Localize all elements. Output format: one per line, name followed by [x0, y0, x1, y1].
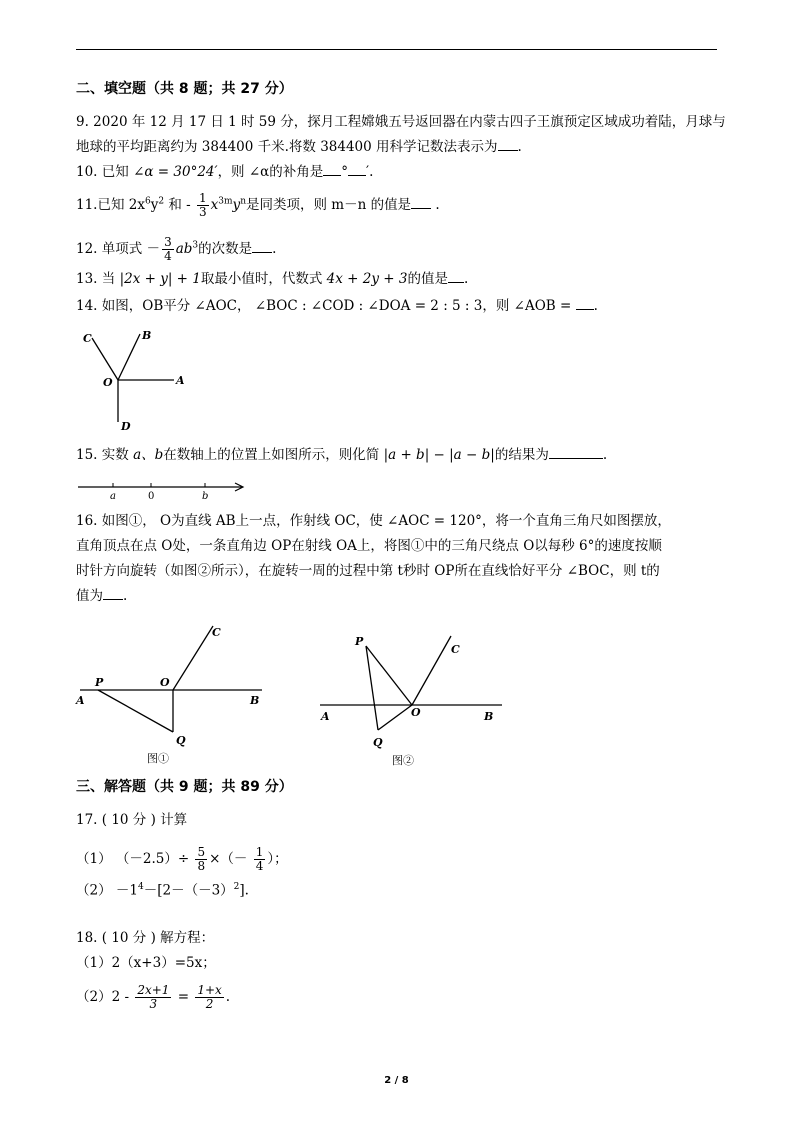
fig2-label-C: C: [451, 643, 460, 656]
answer-blank: [411, 196, 431, 209]
q9-line2: 地球的平均距离约为 384400 千米.将数 384400 用科学记数法表示为 .: [76, 139, 522, 155]
fig2-label-A: A: [321, 710, 330, 723]
fraction: $\frac{5}{8}$: [197, 845, 206, 873]
fraction: $\frac{1}{3}$: [199, 191, 207, 219]
answer-blank: [576, 297, 594, 310]
fig14-label-C: C: [83, 332, 92, 345]
q17-part2: $(2) -1^4-[2-(-3)^2]$.: [76, 882, 249, 899]
q10-expr: ∠α = 30°24′: [133, 164, 218, 180]
fig1-label-C: C: [212, 626, 221, 639]
q18-part1: （1）2（x+3）=5x；: [76, 955, 216, 971]
fig14-label-O: O: [103, 376, 113, 389]
fraction: $\frac{1+x}{2}$: [197, 983, 222, 1011]
q16-line1: 16. 如图①， O为直线 AB上一点，作射线 OC，使 ∠AOC = 120°，将一个直角三角尺如图摆放，: [76, 513, 671, 529]
answer-blank: [549, 446, 603, 459]
q12: 12. 单项式 － $\frac{3}{4}$ $ab^3$的次数是 .: [76, 235, 277, 263]
answer-blank: [348, 163, 366, 176]
fraction: $\frac{2x+1}{3}$: [137, 983, 170, 1011]
fig1-label-P: P: [95, 676, 104, 689]
q18-head: 18. ( 10 分 ) 解方程：: [76, 930, 215, 946]
q17-part1: （1） （－2.5）÷ $\frac{5}{8}$ ×（－ $\frac{1}{4}$ ）；: [76, 845, 288, 873]
q14: 14. 如图，OB平分 ∠AOC， ∠BOC : ∠COD : ∠DOA = 2 : 5 : 3，则 ∠AOB = .: [76, 298, 598, 314]
nl-label-b: b: [202, 491, 209, 502]
page-number: 2 / 8: [384, 1075, 409, 1086]
answer-blank: [498, 138, 518, 151]
q18-part2: （2）2 - $\frac{2x+1}{3}$ = $\frac{1+x}{2}$ .: [76, 983, 231, 1011]
answer-blank: [103, 587, 123, 600]
number-line: [76, 478, 246, 502]
fig2-label-B: B: [484, 710, 494, 723]
nl-label-0: 0: [148, 491, 155, 502]
q16-line4: 值为 .: [76, 588, 128, 604]
fig1-label-B: B: [250, 694, 260, 707]
answer-blank: [323, 163, 341, 176]
answer-blank: [252, 240, 272, 253]
q16-line3: 时针方向旋转（如图②所示），在旋转一周的过程中第 t秒时 OP所在直线恰好平分 ∠BOC，则 t的: [76, 563, 660, 579]
section-2-title: 二、填空题（共 8 题；共 27 分）: [76, 81, 293, 97]
q11: 11.已知 $2x^6y^2$ 和 - $\frac{1}{3}$ $x^{3m}y^n$是同类项，则 m－n 的值是 .: [76, 191, 440, 219]
answer-blank: [448, 270, 464, 283]
section-3-title: 三、解答题（共 9 题；共 89 分）: [76, 779, 293, 795]
q10: 10. 已知 ∠α = 30°24′，则 ∠α的补角是 ° ′.: [76, 164, 374, 180]
q16-line2: 直角顶点在点 O处，一条直角边 OP在射线 OA上，将图①中的三角尺绕点 O以每秒 6°的速度按顺: [76, 538, 662, 554]
nl-label-a: a: [110, 491, 116, 502]
fig2-label-O: O: [411, 706, 421, 719]
q9-text: 地球的平均距离约为 384400 千米.将数 384400 用科学记数法表示为: [76, 139, 498, 155]
fig1-label-Q: Q: [176, 734, 186, 747]
fraction: $\frac{1}{4}$: [255, 845, 264, 873]
fig2-label-Q: Q: [373, 736, 383, 749]
fig2-caption: 图②: [392, 754, 414, 767]
q13: 13. 当 |2x + y| + 1取最小值时，代数式 4x + 2y + 3的值是 .: [76, 271, 469, 287]
fig1-label-A: A: [76, 694, 85, 707]
fig14-diagram: [76, 322, 196, 432]
fig2-label-P: P: [355, 635, 364, 648]
fig14-label-D: D: [121, 420, 131, 433]
q17-head: 17. ( 10 分 ) 计算: [76, 812, 188, 828]
q15: 15. 实数 a、b在数轴上的位置上如图所示，则化简 |a + b| − |a − b|的结果为 .: [76, 447, 608, 463]
fig14-label-B: B: [142, 329, 152, 342]
fig14-label-A: A: [176, 374, 185, 387]
fraction: $\frac{3}{4}$: [164, 235, 172, 263]
top-rule: [76, 49, 717, 50]
q9-line1: 9. 2020 年 12 月 17 日 1 时 59 分，探月工程嫦娥五号返回器在内蒙古四子王旗预定区域成功着陆，月球与: [76, 114, 726, 130]
figure-1: [76, 620, 276, 770]
fig1-caption: 图①: [147, 752, 169, 765]
figure-2: [318, 630, 518, 770]
fig1-label-O: O: [160, 676, 170, 689]
